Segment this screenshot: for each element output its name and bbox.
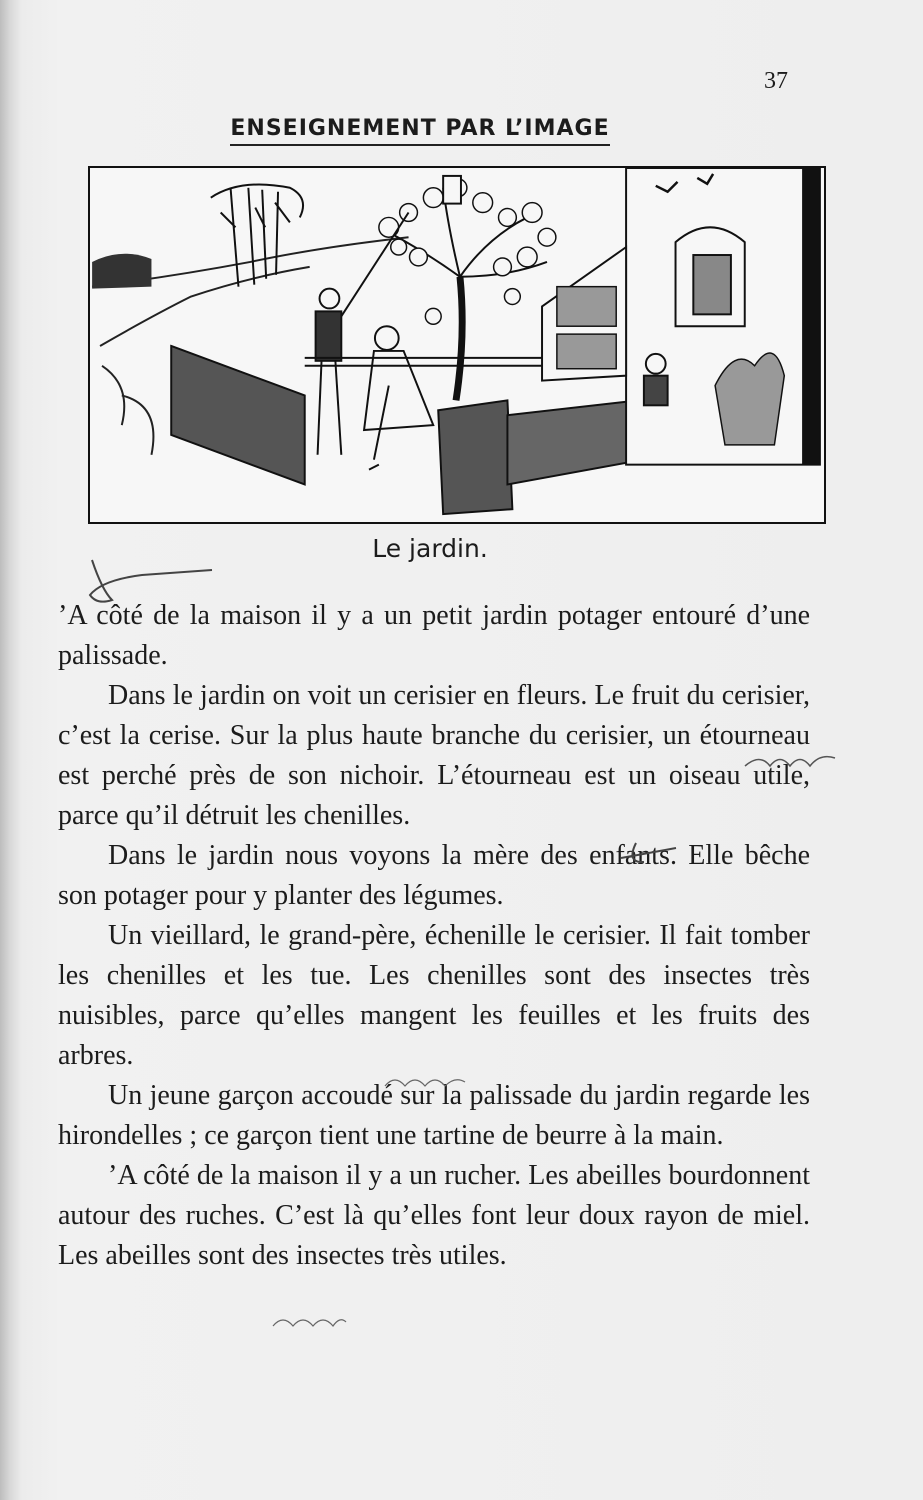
- pencil-mark: [616, 838, 696, 868]
- paragraph: Dans le jardin on voit un cerisier en fleurs. Le fruit du cerisier, c’est la cerise. Sur la plus haute branche du cerisier, un étourneau est perché près de son nichoir. L’étourneau est un oiseau utile, parce qu’il détruit les chenilles.: [58, 680, 810, 831]
- pencil-mark: [82, 550, 222, 610]
- paragraph: Un jeune garçon accoudé sur la palissade du jardin regarde les hirondelles ; ce garçon tient une tartine de beurre à la main.: [58, 1080, 810, 1151]
- body-text: [58, 596, 810, 1276]
- section-heading: ENSEIGNEMENT PAR L’IMAGE: [230, 116, 610, 146]
- garden-illustration: [88, 166, 826, 524]
- paragraph: Un vieillard, le grand-père, échenille le cerisier. Il fait tomber les chenilles et les tue. Les chenilles sont des insectes très nuisibles, parce qu’elles mangent les feuilles et les fruits des arbres.: [58, 920, 810, 1071]
- pencil-mark: [380, 1070, 470, 1094]
- pencil-mark: [268, 1310, 348, 1334]
- garden-drawing: [90, 168, 824, 522]
- page-number: 37: [764, 68, 788, 94]
- paragraph: ’A côté de la maison il y a un rucher. Les abeilles bourdonnent autour des ruches. C’est là qu’elles font leur doux rayon de miel. Les abeilles sont des insectes très utiles.: [58, 1160, 810, 1271]
- pencil-mark: [740, 748, 840, 778]
- paragraph: ’A côté de la maison il y a un petit jardin potager entouré d’une palissade.: [58, 600, 810, 671]
- paragraph: Dans le jardin nous voyons la mère des enfants. Elle bêche son potager pour y planter des légumes.: [58, 840, 810, 911]
- illustration-caption: Le jardin.: [372, 534, 488, 563]
